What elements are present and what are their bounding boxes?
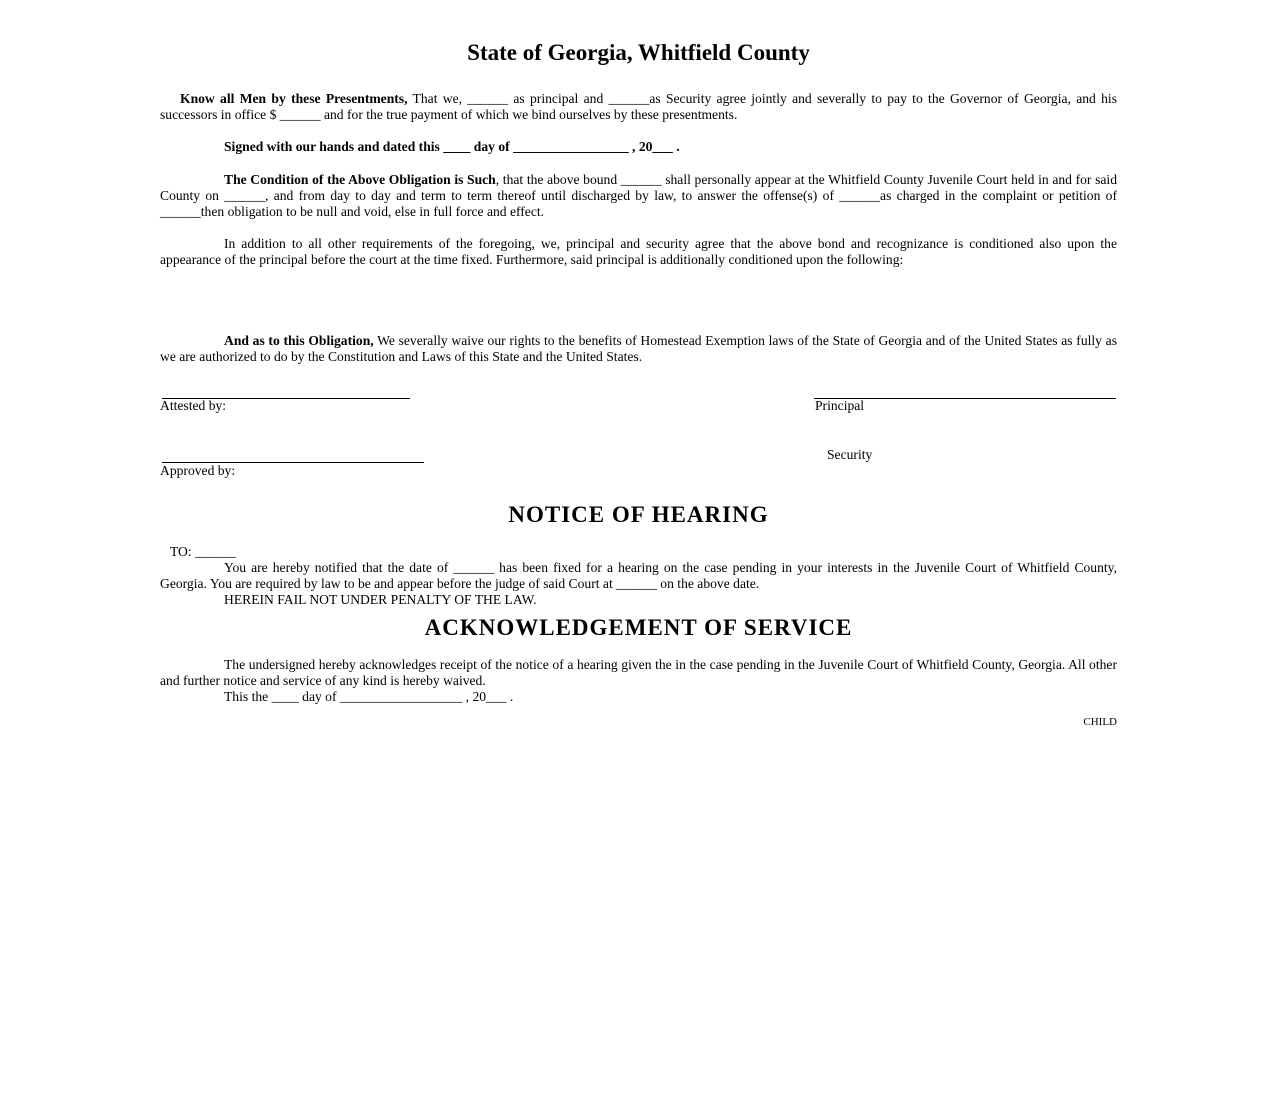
bond-signed-date-line — [160, 139, 1117, 155]
notice-paragraph — [160, 560, 1117, 592]
notice-heading: NOTICE OF HEARING — [508, 502, 769, 527]
homestead-text: We severally waive our rights to the benefits of Homestead Exemption laws of the State of Georgia and of the United States as fully as we are authorized to do by the Constitution and Laws of this State and the United States. — [160, 333, 1117, 364]
acknowledgement-date-line: This the ____ day of __________________ , 20___ . — [224, 689, 514, 704]
acknowledgement-heading: ACKNOWLEDGEMENT OF SERVICE — [424, 615, 853, 640]
approved-by-label: Approved by: — [160, 463, 236, 478]
condition-text: , that the above bound ______ shall personally appear at the Whitfield County Juvenile Court held in and for said County on ______, and from day to day and term to term thereof until discharged by law, to answer the offense(s) of ______as charged in the complaint or petition of ______then obligation to be null and void, else in full force and effect. — [160, 172, 1117, 219]
attested-by-label: Attested by: — [160, 398, 227, 413]
additional-text: In addition to all other requirements of the foregoing, we, principal and security agree that the above bond and recognizance is conditioned also upon the appearance of the principal before the court at the time fixed. Furthermore, said principal is additionally conditioned upon the following: — [160, 236, 1117, 267]
homestead-lead: And as to this Obligation, — [224, 333, 374, 348]
notice-to-line: TO: ______ — [170, 544, 236, 559]
signed-date-text: Signed with our hands and dated this ____ day of _________________ , 20___ . — [224, 139, 680, 154]
notice-penalty-line: HEREIN FAIL NOT UNDER PENALTY OF THE LAW. — [224, 592, 537, 607]
bond-paragraph-homestead — [160, 333, 1117, 365]
notice-text: You are hereby notified that the date of ______ has been fixed for a hearing on the case pending in your interests in the Juvenile Court of Whitfield County, Georgia. You are required by law to be and appear before the judge of said Court at ______ on the above date. — [160, 560, 1117, 591]
acknowledgement-text: The undersigned hereby acknowledges receipt of the notice of a hearing given the in the case pending in the Juvenile Court of Whitfield County, Georgia. All other and further notice and service of any kind is hereby waived. — [160, 657, 1117, 688]
presentments-lead: Know all Men by these Presentments, — [180, 91, 408, 106]
condition-lead: The Condition of the Above Obligation is Such — [224, 172, 496, 187]
document-title: State of Georgia, Whitfield County — [467, 40, 810, 65]
bond-paragraph-additional — [160, 236, 1117, 268]
bond-paragraph-presentments — [160, 91, 1117, 123]
presentments-text: That we, ______ as principal and ______as Security agree jointly and severally to pay to the Governor of Georgia, and his successors in office $ ______ and for the true payment of which we bind ourselves by these presentments. — [160, 91, 1117, 122]
principal-label: Principal — [815, 398, 865, 413]
bond-paragraph-condition — [160, 172, 1117, 220]
acknowledgement-paragraph — [160, 657, 1117, 689]
security-label: Security — [827, 447, 873, 462]
child-tag: CHILD — [1083, 716, 1117, 728]
